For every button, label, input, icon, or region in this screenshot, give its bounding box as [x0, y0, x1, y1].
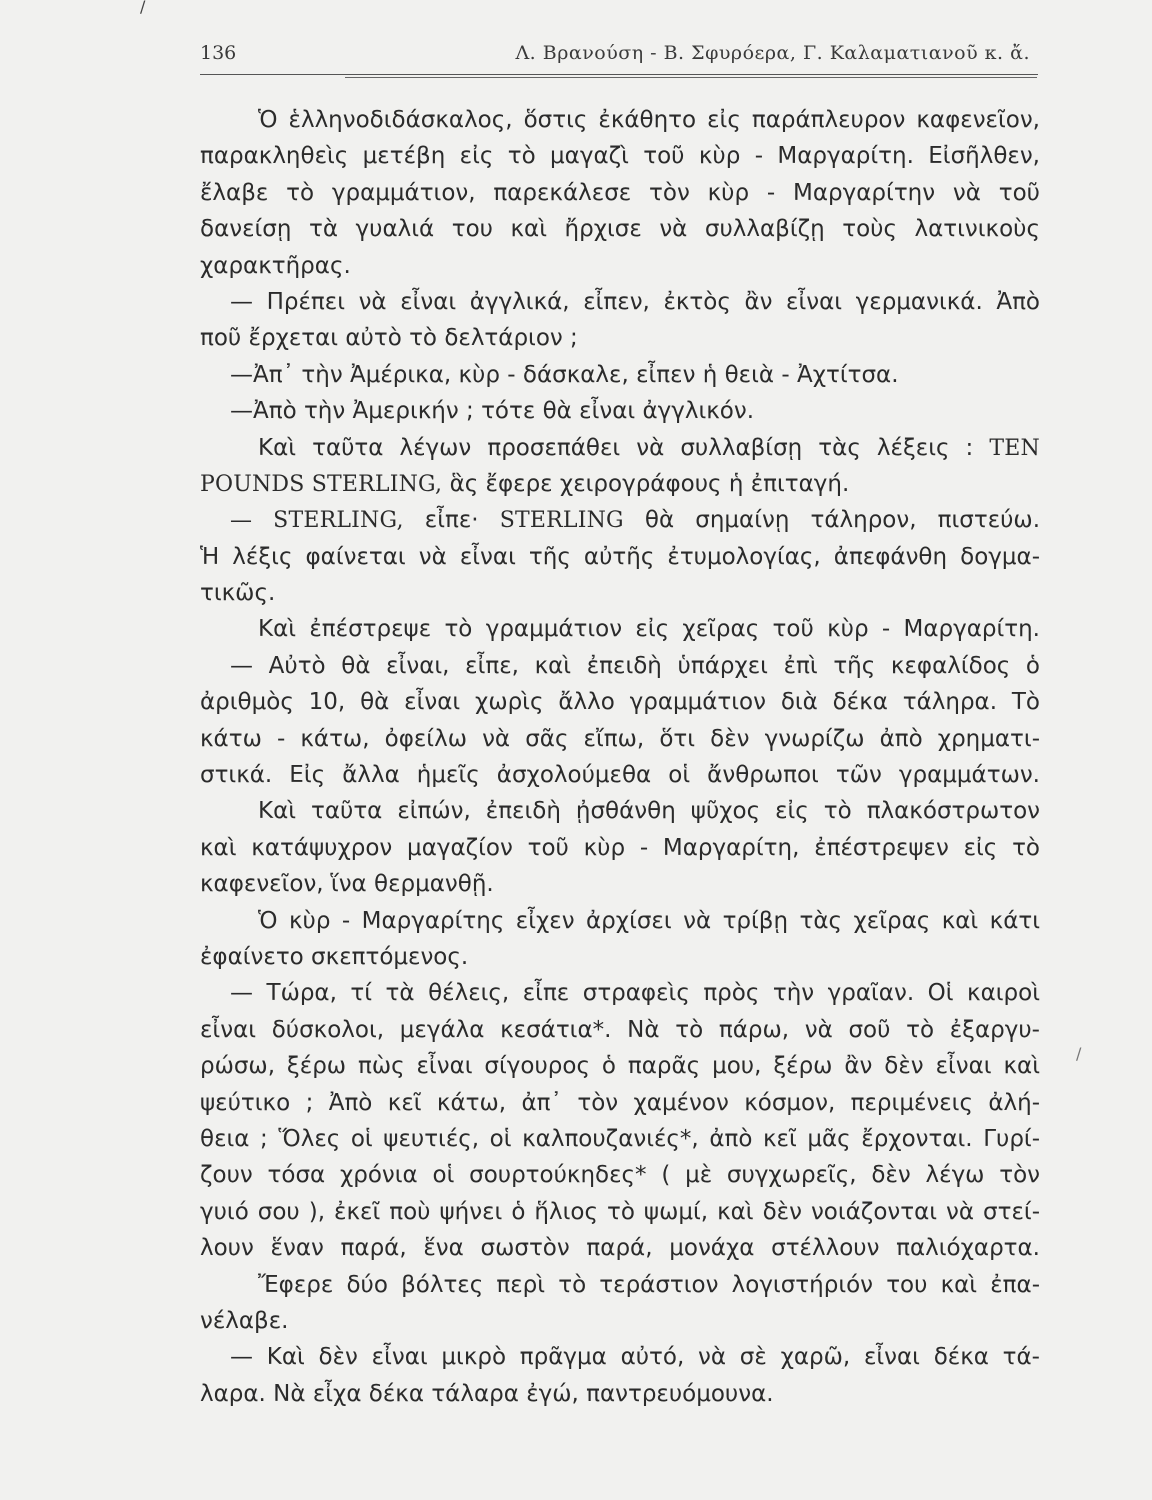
text-line: Καὶ ἐπέστρεψε τὸ γραμμάτιον εἰς χεῖρας τοῦ κὺρ - Μαργαρίτη.: [258, 616, 1040, 643]
text-line: θεια ; Ὅλες οἱ ψευτιές, οἱ καλπουζανιές*, ἀπὸ κεῖ μᾶς ἔρχονται. Γυρί-: [200, 1125, 1040, 1152]
text-line: Ὁ ἑλληνοδιδάσκαλος, ὅστις ἐκάθητο εἰς παράπλευρον καφενεῖον,: [258, 107, 1040, 133]
header-rule: [200, 74, 1038, 75]
text-line: ψεύτικο ; Ἀπὸ κεῖ κάτω, ἀπ᾽ τὸν χαμένον κόσμον, περιμένεις ἀλή-: [200, 1089, 1040, 1116]
text-segment: ἃς ἔφερε χειρογράφους ἡ ἐπιταγή.: [449, 470, 850, 497]
corner-scan-mark: /: [140, 0, 146, 16]
text-segment: εἶπε·: [424, 507, 479, 534]
text-line: — Αὐτὸ θὰ εἶναι, εἶπε, καὶ ἐπειδὴ ὑπάρχει ἐπὶ τῆς κεφαλίδος ὁ: [230, 652, 1040, 679]
text-line: λουν ἕναν παρά, ἕνα σωστὸν παρά, μονάχα στέλλουν παλιόχαρτα.: [200, 1235, 1040, 1262]
text-line: Ἡ λέξις φαίνεται νὰ εἶναι τῆς αὐτῆς ἐτυμολογίας, ἀπεφάνθη δογμα-: [200, 543, 1040, 570]
running-head: Λ. Βρανούση - Β. Σφυρόερα, Γ. Καλαματιανοῦ κ. ἄ.: [515, 42, 1030, 64]
text-line: εἶναι δύσκολοι, μεγάλα κεσάτια*. Νὰ τὸ πάρω, νὰ σοῦ τὸ ἐξαργυ-: [200, 1016, 1040, 1043]
text-segment: θὰ σημαίνῃ τάληρον, πιστεύω.: [644, 507, 1040, 534]
text-line: στικά. Εἰς ἄλλα ἡμεῖς ἀσχολούμεθα οἱ ἄνθρωποι τῶν γραμμάτων.: [200, 762, 1040, 789]
latin-text-segment: — STERLING,: [230, 508, 404, 534]
text-line: δανείσῃ τὰ γυαλιά του καὶ ἤρχισε νὰ συλλαβίζῃ τοὺς λατινικοὺς: [200, 216, 1040, 243]
text-line: παρακληθεὶς μετέβη εἰς τὸ μαγαζὶ τοῦ κὺρ - Μαργαρίτη. Εἰσῆλθεν,: [200, 143, 1040, 170]
text-line: Καὶ ταῦτα εἰπών, ἐπειδὴ ᾐσθάνθη ψῦχος εἰς τὸ πλακόστρωτον: [258, 798, 1040, 825]
text-line: —Ἀπ᾽ τὴν Ἀμέρικα, κὺρ - δάσκαλε, εἶπεν ἡ θειὰ - Ἀχτίτσα.: [230, 361, 899, 388]
text-line: κάτω - κάτω, ὀφείλω νὰ σᾶς εἴπω, ὅτι δὲν γνωρίζω ἀπὸ χρηματι-: [200, 725, 1040, 752]
text-line: λαρα. Νὰ εἶχα δέκα τάλαρα ἐγώ, παντρευόμουνα.: [200, 1380, 774, 1407]
text-line: ζουν τόσα χρόνια οἱ σουρτούκηδες* ( μὲ συγχωρεῖς, δὲν λέγω τὸν: [200, 1162, 1040, 1189]
latin-text-segment: STERLING: [499, 508, 624, 534]
text-line: ἀριθμὸς 10, θὰ εἶναι χωρὶς ἄλλο γραμμάτιον διὰ δέκα τάληρα. Τὸ: [200, 689, 1040, 716]
text-line: —Ἀπὸ τὴν Ἀμερικήν ; τότε θὰ εἶναι ἀγγλικόν.: [230, 398, 755, 425]
text-line: ποῦ ἔρχεται αὐτὸ τὸ δελτάριον ;: [200, 325, 578, 352]
latin-text-segment: TEN: [989, 435, 1040, 461]
text-line: Ὁ κὺρ - Μαργαρίτης εἶχεν ἀρχίσει νὰ τρίβῃ τὰς χεῖρας καὶ κάτι: [258, 907, 1040, 934]
text-line: — Καὶ δὲν εἶναι μικρὸ πρᾶγμα αὐτό, νὰ σὲ χαρῶ, εἶναι δέκα τά-: [230, 1344, 1040, 1371]
page-number: 136: [200, 42, 237, 64]
latin-text-segment: POUNDS STERLING,: [200, 471, 443, 497]
text-line: καφενεῖον, ἵνα θερμανθῇ.: [200, 871, 494, 898]
text-line: [200, 502, 1040, 538]
header-rule-secondary: [345, 77, 1037, 78]
text-line: γυιό σου ), ἐκεῖ ποὺ ψήνει ὁ ἥλιος τὸ ψωμί, καὶ δὲν νοιάζονται νὰ στεί-: [200, 1198, 1040, 1225]
text-line: [200, 430, 1040, 466]
text-line: — Πρέπει νὰ εἶναι ἀγγλικά, εἶπεν, ἐκτὸς ἂν εἶναι γερμανικά. Ἀπὸ: [230, 288, 1040, 315]
body-text: [200, 102, 1040, 1412]
text-line: χαρακτῆρας.: [200, 252, 351, 279]
page-header: [200, 40, 1040, 74]
text-line: Ἔφερε δύο βόλτες περὶ τὸ τεράστιον λογιστήριόν του καὶ ἐπα-: [258, 1271, 1040, 1298]
text-line: ρώσω, ξέρω πὼς εἶναι σίγουρος ὁ παρᾶς μου, ξέρω ἂν δὲν εἶναι καὶ: [200, 1053, 1040, 1080]
text-line: καὶ κατάψυχρον μαγαζίον τοῦ κὺρ - Μαργαρίτη, ἐπέστρεψεν εἰς τὸ: [200, 834, 1040, 861]
text-line: [200, 466, 1040, 502]
stray-scan-mark: /: [1076, 1044, 1082, 1063]
text-line: — Τώρα, τί τὰ θέλεις, εἶπε στραφεὶς πρὸς τὴν γραῖαν. Οἱ καιροὶ: [230, 980, 1040, 1007]
text-segment: Καὶ ταῦτα λέγων προσεπάθει νὰ συλλαβίσῃ τὰς λέξεις :: [258, 434, 974, 461]
text-line: ἔλαβε τὸ γραμμάτιον, παρεκάλεσε τὸν κὺρ - Μαργαρίτην νὰ τοῦ: [200, 179, 1040, 206]
text-line: τικῶς.: [200, 580, 276, 607]
text-line: ἐφαίνετο σκεπτόμενος.: [200, 943, 469, 970]
text-line: νέλαβε.: [200, 1307, 289, 1334]
